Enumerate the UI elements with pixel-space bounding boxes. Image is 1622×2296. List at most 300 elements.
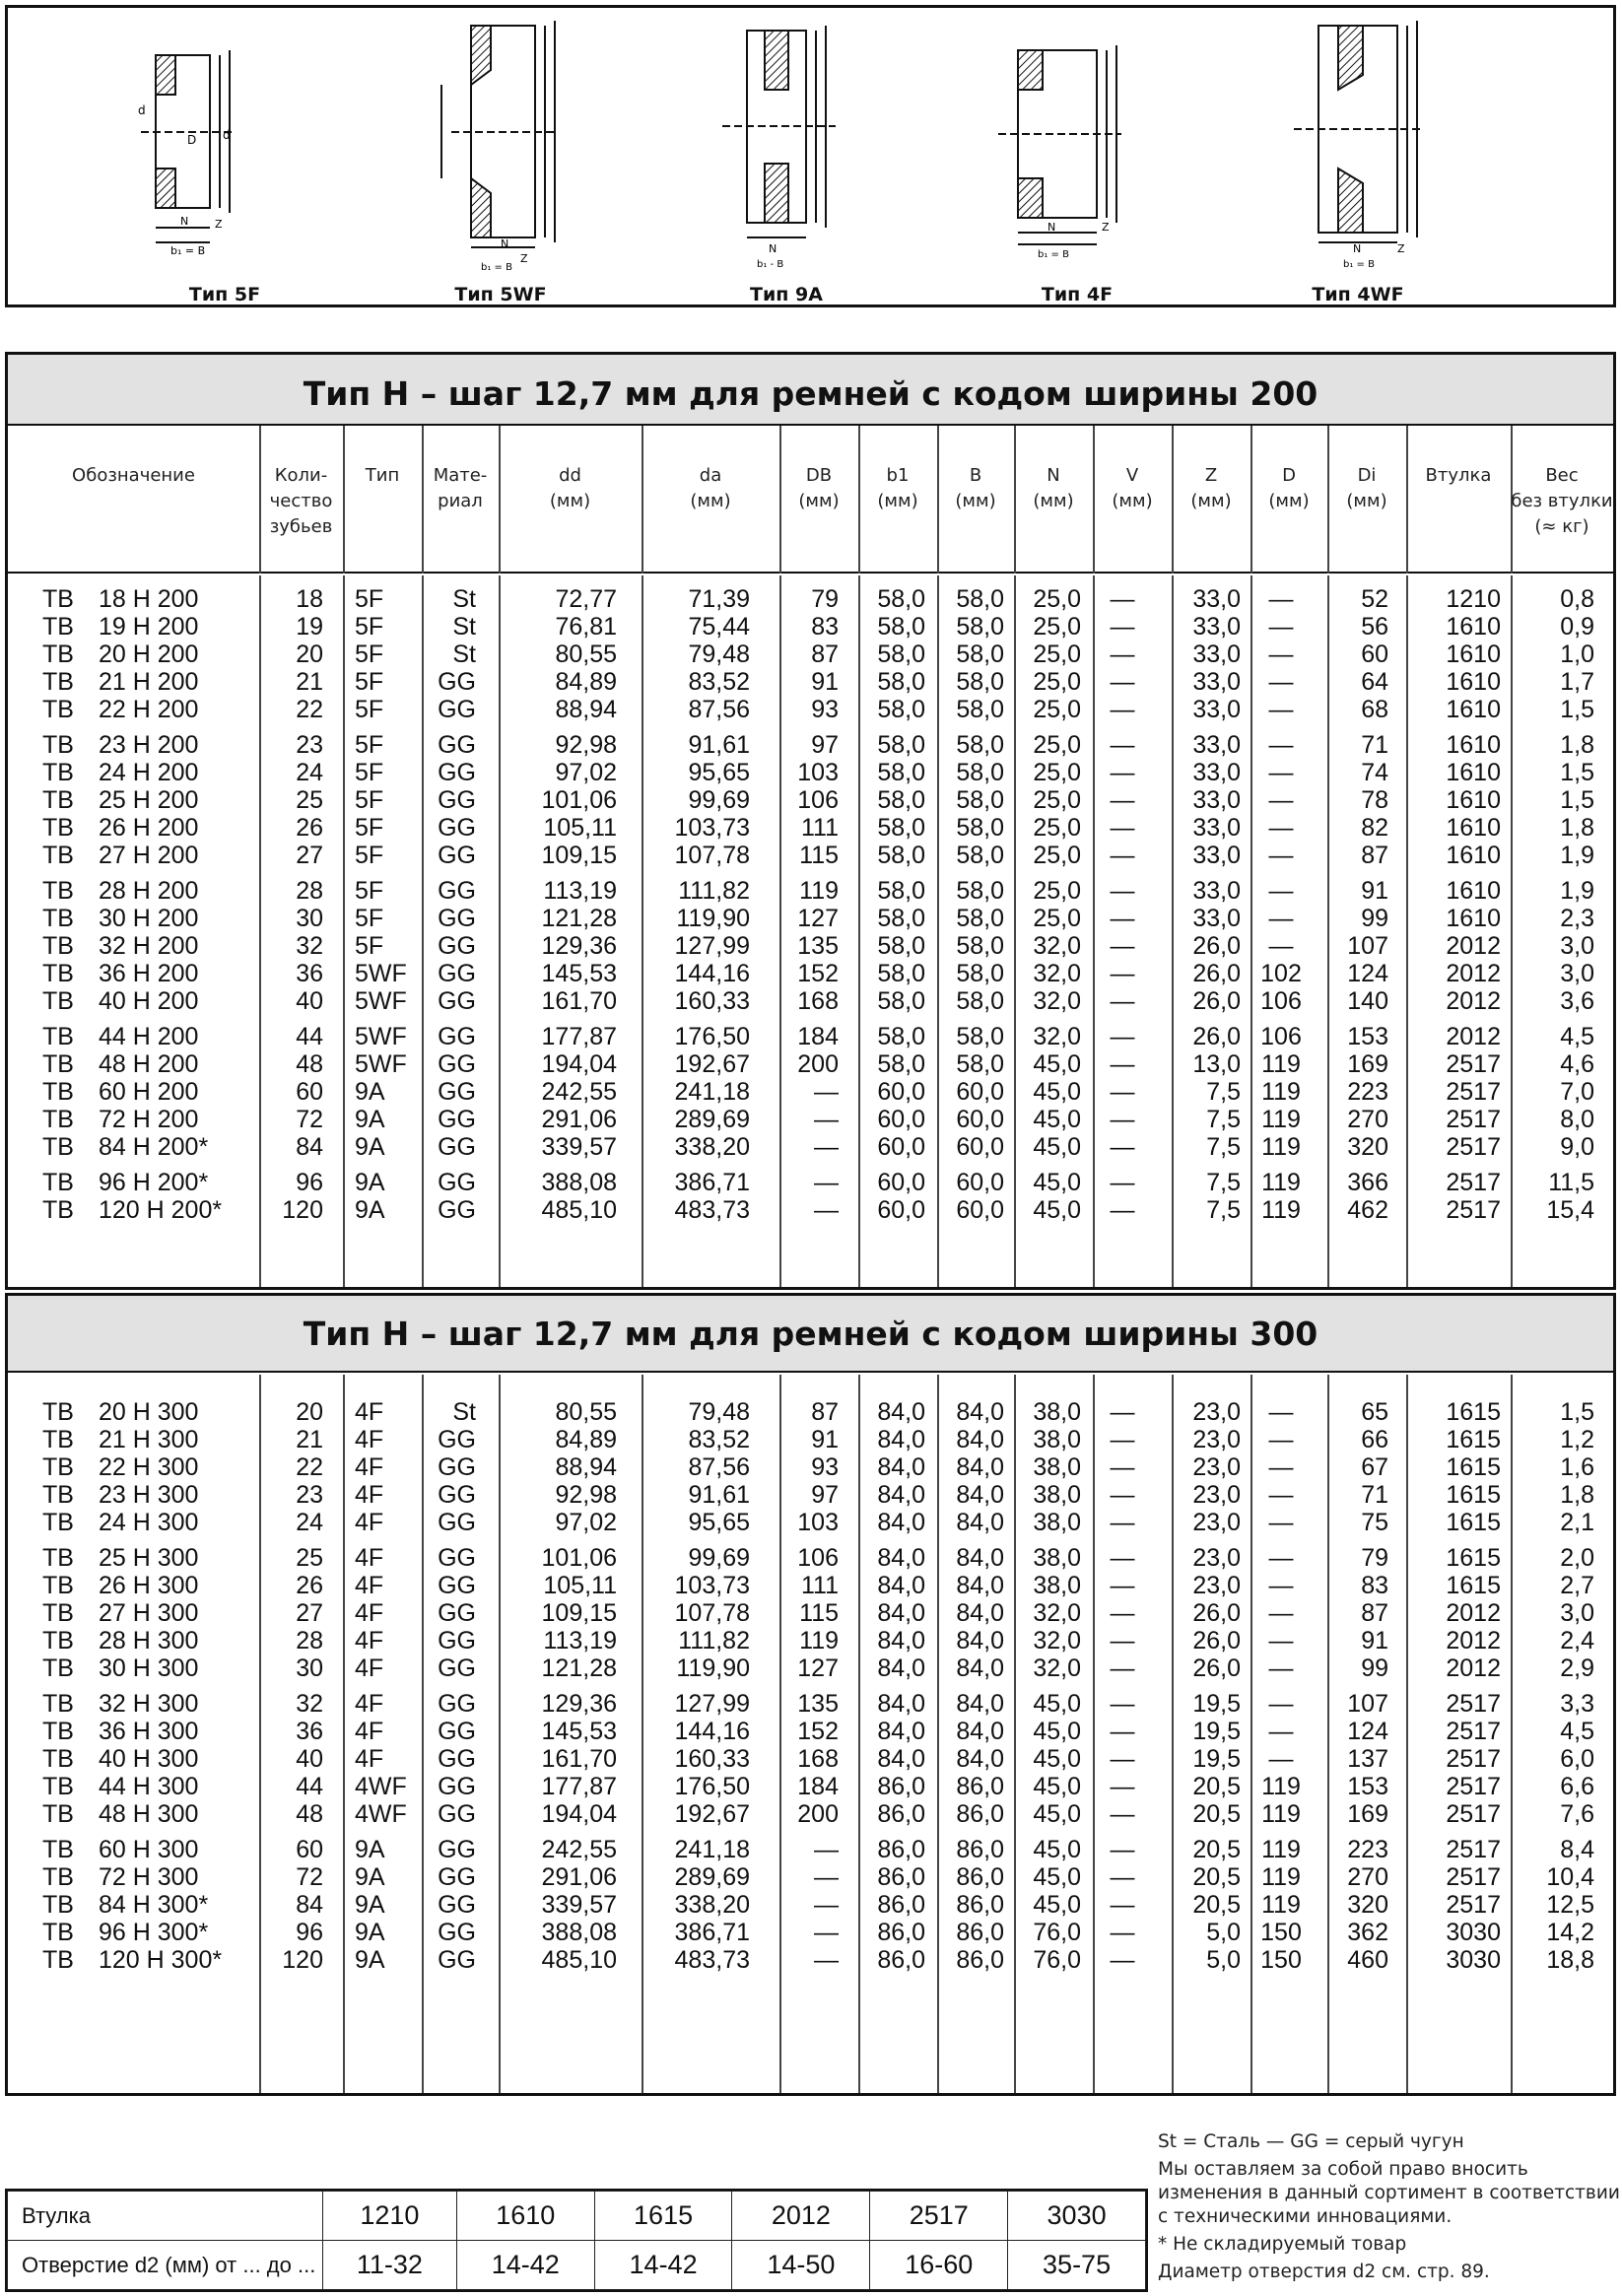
column-header bbox=[499, 463, 642, 514]
cell-type: 5F bbox=[355, 814, 384, 842]
cell-type: 9A bbox=[355, 1133, 385, 1161]
cell-di: 99 bbox=[1361, 905, 1388, 932]
cell-z: 33,0 bbox=[1192, 842, 1241, 869]
cell-b1: 84,0 bbox=[877, 1453, 925, 1481]
cell-bushing: 2012 bbox=[1446, 932, 1501, 960]
cell-z: 23,0 bbox=[1192, 1481, 1241, 1509]
cell-teeth: 48 bbox=[296, 1050, 323, 1078]
table-width-300 bbox=[5, 1293, 1616, 2096]
figure-caption: Тип 4F bbox=[1041, 284, 1114, 305]
cell-di: 460 bbox=[1347, 1946, 1388, 1974]
cell-d: 119 bbox=[1261, 1863, 1301, 1891]
cell-db: 115 bbox=[799, 842, 839, 869]
cell-d: — bbox=[1268, 585, 1294, 613]
table-row bbox=[8, 1106, 1613, 1133]
cell-z: 33,0 bbox=[1192, 786, 1241, 814]
cell-d: — bbox=[1268, 1627, 1294, 1654]
cell-di: 124 bbox=[1347, 1718, 1388, 1745]
cell-dd: 97,02 bbox=[555, 1509, 617, 1536]
cell-v: — bbox=[1110, 932, 1135, 960]
table-row bbox=[8, 1509, 1613, 1536]
cell-n: 76,0 bbox=[1033, 1946, 1081, 1974]
cell-di: 153 bbox=[1347, 1023, 1388, 1050]
pulley-4wf-drawing-icon bbox=[1259, 16, 1456, 272]
table-title: Тип H – шаг 12,7 мм для ремней с кодом ширины 300 bbox=[8, 1296, 1613, 1373]
cell-prefix: ТВ bbox=[42, 1745, 74, 1773]
cell-n: 25,0 bbox=[1033, 613, 1081, 641]
cell-d: — bbox=[1268, 1572, 1294, 1599]
cell-material: GG bbox=[438, 1106, 476, 1133]
cell-teeth: 60 bbox=[296, 1836, 323, 1863]
cell-material: GG bbox=[438, 1891, 476, 1919]
cell-bushing: 2517 bbox=[1446, 1050, 1501, 1078]
table-row bbox=[8, 641, 1613, 668]
cell-type: 5F bbox=[355, 759, 384, 786]
cell-n: 32,0 bbox=[1033, 960, 1081, 987]
cell-z: 13,0 bbox=[1192, 1050, 1241, 1078]
cell-di: 137 bbox=[1347, 1745, 1388, 1773]
cell-teeth: 30 bbox=[296, 905, 323, 932]
table-row bbox=[8, 1891, 1613, 1919]
cell-z: 23,0 bbox=[1192, 1453, 1241, 1481]
cell-z: 33,0 bbox=[1192, 905, 1241, 932]
cell-b: 58,0 bbox=[956, 814, 1004, 842]
cell-b: 86,0 bbox=[956, 1773, 1004, 1800]
pulley-drawings-panel bbox=[5, 5, 1616, 307]
cell-b1: 58,0 bbox=[877, 786, 925, 814]
cell-b: 84,0 bbox=[956, 1627, 1004, 1654]
column-divider bbox=[779, 575, 781, 1287]
cell-prefix: ТВ bbox=[42, 1133, 74, 1161]
cell-prefix: ТВ bbox=[42, 1426, 74, 1453]
cell-bushing: 2517 bbox=[1446, 1133, 1501, 1161]
cell-n: 45,0 bbox=[1033, 1891, 1081, 1919]
cell-db: 87 bbox=[811, 641, 839, 668]
cell-z: 26,0 bbox=[1192, 987, 1241, 1015]
cell-weight: 1,8 bbox=[1560, 814, 1594, 842]
cell-material: GG bbox=[438, 1654, 476, 1682]
cell-da: 241,18 bbox=[674, 1078, 750, 1106]
cell-weight: 9,0 bbox=[1560, 1133, 1594, 1161]
cell-teeth: 23 bbox=[296, 731, 323, 759]
cell-d: 119 bbox=[1261, 1106, 1301, 1133]
cell-b1: 84,0 bbox=[877, 1654, 925, 1682]
cell-da: 119,90 bbox=[676, 1654, 750, 1682]
svg-text:Z: Z bbox=[1102, 221, 1110, 234]
cell-z: 5,0 bbox=[1206, 1946, 1241, 1974]
cell-designation: 21 H 200 bbox=[99, 668, 199, 696]
cell-b: 86,0 bbox=[956, 1919, 1004, 1946]
cell-dd: 388,08 bbox=[541, 1169, 617, 1196]
cell-teeth: 32 bbox=[296, 932, 323, 960]
cell-d: 119 bbox=[1261, 1133, 1301, 1161]
cell-designation: 60 H 200 bbox=[99, 1078, 199, 1106]
table-row bbox=[8, 786, 1613, 814]
cell-n: 32,0 bbox=[1033, 1654, 1081, 1682]
cell-material: St bbox=[452, 585, 476, 613]
cell-d: 150 bbox=[1260, 1946, 1302, 1974]
cell-prefix: ТВ bbox=[42, 696, 74, 723]
cell-da: 71,39 bbox=[688, 585, 750, 613]
table-row bbox=[8, 1133, 1613, 1161]
cell-db: 135 bbox=[797, 1690, 839, 1718]
cell-prefix: ТВ bbox=[42, 1023, 74, 1050]
cell-teeth: 24 bbox=[296, 759, 323, 786]
cell-z: 5,0 bbox=[1206, 1919, 1241, 1946]
bore-range: 14-50 bbox=[732, 2241, 870, 2290]
cell-dd: 129,36 bbox=[541, 1690, 617, 1718]
cell-designation: 20 H 200 bbox=[99, 641, 199, 668]
cell-b: 84,0 bbox=[956, 1453, 1004, 1481]
cell-prefix: ТВ bbox=[42, 641, 74, 668]
cell-db: 119 bbox=[799, 877, 839, 905]
column-header bbox=[422, 463, 499, 514]
cell-bushing: 2012 bbox=[1446, 1654, 1501, 1682]
cell-db: 200 bbox=[797, 1050, 839, 1078]
cell-d: — bbox=[1268, 1453, 1294, 1481]
cell-d: — bbox=[1268, 1745, 1294, 1773]
table-row bbox=[8, 1627, 1613, 1654]
cell-v: — bbox=[1110, 1690, 1135, 1718]
cell-teeth: 26 bbox=[296, 814, 323, 842]
cell-z: 26,0 bbox=[1192, 960, 1241, 987]
cell-b1: 86,0 bbox=[877, 1773, 925, 1800]
column-header-line: dd bbox=[559, 465, 581, 486]
cell-bushing: 1610 bbox=[1446, 696, 1501, 723]
cell-n: 38,0 bbox=[1033, 1481, 1081, 1509]
cell-n: 25,0 bbox=[1033, 641, 1081, 668]
column-header-line: D bbox=[1282, 465, 1296, 486]
cell-designation: 120 H 300* bbox=[99, 1946, 223, 1974]
cell-z: 7,5 bbox=[1206, 1196, 1241, 1224]
cell-dd: 72,77 bbox=[555, 585, 617, 613]
cell-designation: 96 H 300* bbox=[99, 1919, 209, 1946]
cell-b: 86,0 bbox=[956, 1891, 1004, 1919]
cell-designation: 22 H 200 bbox=[99, 696, 199, 723]
cell-b1: 86,0 bbox=[877, 1836, 925, 1863]
cell-bushing: 2517 bbox=[1446, 1773, 1501, 1800]
svg-text:Z: Z bbox=[520, 252, 528, 265]
cell-z: 19,5 bbox=[1192, 1745, 1241, 1773]
cell-designation: 20 H 300 bbox=[99, 1398, 199, 1426]
cell-prefix: ТВ bbox=[42, 731, 74, 759]
cell-prefix: ТВ bbox=[42, 1800, 74, 1828]
column-divider bbox=[858, 575, 860, 1287]
cell-bushing: 2517 bbox=[1446, 1800, 1501, 1828]
cell-di: 223 bbox=[1347, 1078, 1388, 1106]
figure-type-9a bbox=[688, 16, 885, 305]
cell-material: GG bbox=[438, 696, 476, 723]
cell-prefix: ТВ bbox=[42, 786, 74, 814]
cell-v: — bbox=[1110, 1453, 1135, 1481]
cell-da: 91,61 bbox=[688, 1481, 750, 1509]
column-divider bbox=[259, 1375, 261, 2093]
cell-prefix: ТВ bbox=[42, 1654, 74, 1682]
cell-weight: 1,9 bbox=[1560, 877, 1594, 905]
cell-da: 176,50 bbox=[674, 1023, 750, 1050]
cell-b1: 58,0 bbox=[877, 585, 925, 613]
column-header-line: (мм) bbox=[798, 491, 840, 511]
cell-di: 60 bbox=[1361, 641, 1388, 668]
table-row bbox=[8, 905, 1613, 932]
column-header bbox=[1406, 463, 1511, 489]
cell-bushing: 2517 bbox=[1446, 1836, 1501, 1863]
cell-di: 270 bbox=[1347, 1106, 1388, 1133]
cell-weight: 1,8 bbox=[1560, 1481, 1594, 1509]
column-header-row bbox=[8, 426, 1613, 574]
cell-material: GG bbox=[438, 932, 476, 960]
bore-range: 11-32 bbox=[323, 2241, 457, 2290]
cell-z: 19,5 bbox=[1192, 1718, 1241, 1745]
cell-b1: 58,0 bbox=[877, 814, 925, 842]
cell-da: 111,82 bbox=[678, 877, 750, 905]
cell-db: — bbox=[814, 1078, 839, 1106]
cell-weight: 15,4 bbox=[1546, 1196, 1594, 1224]
cell-z: 26,0 bbox=[1192, 1627, 1241, 1654]
table-row bbox=[8, 814, 1613, 842]
cell-z: 33,0 bbox=[1192, 613, 1241, 641]
table-row bbox=[8, 1023, 1613, 1050]
cell-bushing: 2517 bbox=[1446, 1196, 1501, 1224]
cell-type: 5F bbox=[355, 613, 384, 641]
cell-bushing: 2012 bbox=[1446, 1599, 1501, 1627]
cell-designation: 25 H 200 bbox=[99, 786, 199, 814]
cell-weight: 4,5 bbox=[1560, 1718, 1594, 1745]
cell-n: 38,0 bbox=[1033, 1544, 1081, 1572]
cell-v: — bbox=[1110, 1133, 1135, 1161]
cell-weight: 11,5 bbox=[1548, 1169, 1594, 1196]
svg-text:N: N bbox=[1048, 221, 1056, 234]
cell-db: 87 bbox=[811, 1398, 839, 1426]
cell-v: — bbox=[1110, 960, 1135, 987]
cell-bushing: 1610 bbox=[1446, 786, 1501, 814]
column-header-line: без втулки bbox=[1511, 491, 1613, 511]
cell-di: 320 bbox=[1347, 1133, 1388, 1161]
column-divider bbox=[1327, 1375, 1329, 2093]
cell-weight: 4,6 bbox=[1560, 1050, 1594, 1078]
cell-type: 9A bbox=[355, 1946, 385, 1974]
column-divider bbox=[1093, 1375, 1095, 2093]
cell-di: 462 bbox=[1347, 1196, 1388, 1224]
cell-db: 97 bbox=[811, 731, 839, 759]
cell-type: 9A bbox=[355, 1919, 385, 1946]
cell-prefix: ТВ bbox=[42, 842, 74, 869]
cell-designation: 24 H 300 bbox=[99, 1509, 199, 1536]
cell-teeth: 23 bbox=[296, 1481, 323, 1509]
cell-dd: 76,81 bbox=[555, 613, 617, 641]
cell-di: 82 bbox=[1361, 814, 1388, 842]
cell-b1: 84,0 bbox=[877, 1572, 925, 1599]
cell-da: 75,44 bbox=[688, 613, 750, 641]
cell-bushing: 2517 bbox=[1446, 1863, 1501, 1891]
cell-type: 4F bbox=[355, 1544, 384, 1572]
cell-z: 33,0 bbox=[1192, 877, 1241, 905]
cell-b1: 58,0 bbox=[877, 987, 925, 1015]
cell-v: — bbox=[1110, 1426, 1135, 1453]
cell-dd: 101,06 bbox=[541, 1544, 617, 1572]
cell-di: 99 bbox=[1361, 1654, 1388, 1682]
cell-dd: 194,04 bbox=[541, 1800, 617, 1828]
cell-prefix: ТВ bbox=[42, 1572, 74, 1599]
svg-text:N: N bbox=[501, 237, 509, 250]
cell-di: 223 bbox=[1347, 1836, 1388, 1863]
cell-b: 84,0 bbox=[956, 1599, 1004, 1627]
svg-text:b₁ = B: b₁ = B bbox=[481, 262, 512, 272]
cell-v: — bbox=[1110, 585, 1135, 613]
cell-material: GG bbox=[438, 1599, 476, 1627]
cell-material: GG bbox=[438, 1050, 476, 1078]
cell-z: 23,0 bbox=[1192, 1509, 1241, 1536]
cell-teeth: 19 bbox=[296, 613, 323, 641]
cell-v: — bbox=[1110, 1718, 1135, 1745]
column-header bbox=[1327, 463, 1406, 514]
cell-db: 91 bbox=[811, 1426, 839, 1453]
cell-v: — bbox=[1110, 1509, 1135, 1536]
cell-bushing: 2517 bbox=[1446, 1078, 1501, 1106]
cell-weight: 1,9 bbox=[1560, 842, 1594, 869]
cell-designation: 48 H 300 bbox=[99, 1800, 199, 1828]
cell-material: GG bbox=[438, 960, 476, 987]
cell-d: — bbox=[1268, 696, 1294, 723]
cell-material: GG bbox=[438, 668, 476, 696]
cell-z: 7,5 bbox=[1206, 1078, 1241, 1106]
cell-b: 86,0 bbox=[956, 1800, 1004, 1828]
table-row bbox=[8, 1863, 1613, 1891]
bushing-bore-table bbox=[5, 2189, 1148, 2292]
cell-dd: 121,28 bbox=[541, 905, 617, 932]
cell-weight: 1,5 bbox=[1560, 786, 1594, 814]
cell-material: GG bbox=[438, 987, 476, 1015]
cell-designation: 36 H 200 bbox=[99, 960, 199, 987]
cell-di: 87 bbox=[1361, 842, 1388, 869]
cell-da: 192,67 bbox=[674, 1800, 750, 1828]
cell-d: — bbox=[1268, 814, 1294, 842]
cell-prefix: ТВ bbox=[42, 1078, 74, 1106]
cell-material: GG bbox=[438, 1572, 476, 1599]
table-row bbox=[8, 987, 1613, 1015]
column-divider bbox=[1093, 575, 1095, 1287]
cell-weight: 1,0 bbox=[1560, 641, 1594, 668]
cell-db: 152 bbox=[797, 1718, 839, 1745]
table-row bbox=[8, 1654, 1613, 1682]
cell-weight: 3,0 bbox=[1560, 960, 1594, 987]
cell-teeth: 22 bbox=[296, 1453, 323, 1481]
column-header-line: (мм) bbox=[1033, 491, 1074, 511]
cell-d: — bbox=[1268, 877, 1294, 905]
cell-material: GG bbox=[438, 814, 476, 842]
cell-dd: 113,19 bbox=[543, 877, 617, 905]
table-row bbox=[8, 960, 1613, 987]
not-stocked-note: * Не складируемый товар bbox=[1158, 2234, 1407, 2255]
cell-prefix: ТВ bbox=[42, 1863, 74, 1891]
cell-type: 5WF bbox=[355, 1050, 407, 1078]
column-header bbox=[259, 463, 343, 540]
column-header-line: (мм) bbox=[549, 491, 591, 511]
cell-z: 33,0 bbox=[1192, 696, 1241, 723]
cell-v: — bbox=[1110, 1196, 1135, 1224]
cell-n: 32,0 bbox=[1033, 1023, 1081, 1050]
cell-designation: 32 H 200 bbox=[99, 932, 199, 960]
cell-weight: 2,1 bbox=[1560, 1509, 1594, 1536]
column-header-line: чество bbox=[269, 491, 333, 511]
column-header-line: Вес bbox=[1545, 465, 1579, 486]
cell-prefix: ТВ bbox=[42, 1481, 74, 1509]
cell-weight: 6,6 bbox=[1560, 1773, 1594, 1800]
cell-d: — bbox=[1268, 1599, 1294, 1627]
column-header-line: (≈ кг) bbox=[1534, 516, 1589, 537]
cell-di: 66 bbox=[1361, 1426, 1388, 1453]
cell-teeth: 27 bbox=[296, 1599, 323, 1627]
cell-dd: 388,08 bbox=[541, 1919, 617, 1946]
cell-b1: 58,0 bbox=[877, 696, 925, 723]
column-header bbox=[642, 463, 779, 514]
cell-di: 65 bbox=[1361, 1398, 1388, 1426]
cell-d: — bbox=[1268, 731, 1294, 759]
cell-da: 144,16 bbox=[674, 1718, 750, 1745]
cell-dd: 242,55 bbox=[541, 1078, 617, 1106]
cell-n: 25,0 bbox=[1033, 585, 1081, 613]
cell-teeth: 96 bbox=[296, 1169, 323, 1196]
cell-teeth: 20 bbox=[296, 1398, 323, 1426]
cell-n: 25,0 bbox=[1033, 696, 1081, 723]
column-header-line: (мм) bbox=[1190, 491, 1232, 511]
cell-db: — bbox=[814, 1169, 839, 1196]
column-header-line: зубьев bbox=[269, 516, 333, 537]
column-header-line: риал bbox=[438, 491, 483, 511]
cell-bushing: 2517 bbox=[1446, 1891, 1501, 1919]
cell-b: 84,0 bbox=[956, 1572, 1004, 1599]
cell-b1: 84,0 bbox=[877, 1745, 925, 1773]
column-divider bbox=[499, 575, 501, 1287]
cell-db: 106 bbox=[797, 1544, 839, 1572]
cell-weight: 0,9 bbox=[1560, 613, 1594, 641]
cell-n: 32,0 bbox=[1033, 1599, 1081, 1627]
cell-designation: 22 H 300 bbox=[99, 1453, 199, 1481]
cell-dd: 485,10 bbox=[541, 1196, 617, 1224]
cell-n: 25,0 bbox=[1033, 668, 1081, 696]
cell-v: — bbox=[1110, 641, 1135, 668]
cell-b1: 84,0 bbox=[877, 1398, 925, 1426]
cell-material: GG bbox=[438, 1627, 476, 1654]
cell-z: 20,5 bbox=[1192, 1773, 1241, 1800]
bore-range: 35-75 bbox=[1008, 2241, 1146, 2290]
cell-type: 5F bbox=[355, 905, 384, 932]
cell-b: 58,0 bbox=[956, 842, 1004, 869]
cell-v: — bbox=[1110, 905, 1135, 932]
cell-b: 60,0 bbox=[956, 1078, 1004, 1106]
cell-b: 58,0 bbox=[956, 1023, 1004, 1050]
cell-b1: 84,0 bbox=[877, 1426, 925, 1453]
cell-b1: 58,0 bbox=[877, 668, 925, 696]
bore-row bbox=[8, 2241, 1146, 2290]
cell-db: 93 bbox=[811, 1453, 839, 1481]
cell-teeth: 40 bbox=[296, 1745, 323, 1773]
cell-prefix: ТВ bbox=[42, 1106, 74, 1133]
column-divider bbox=[1406, 426, 1408, 574]
table-row bbox=[8, 1078, 1613, 1106]
cell-di: 270 bbox=[1347, 1863, 1388, 1891]
bushing-row bbox=[8, 2192, 1146, 2241]
cell-v: — bbox=[1110, 1946, 1135, 1974]
cell-bushing: 1610 bbox=[1446, 759, 1501, 786]
cell-da: 95,65 bbox=[688, 1509, 750, 1536]
cell-dd: 291,06 bbox=[541, 1106, 617, 1133]
column-divider bbox=[1406, 575, 1408, 1287]
cell-bushing: 3030 bbox=[1446, 1919, 1501, 1946]
cell-type: 4F bbox=[355, 1426, 384, 1453]
cell-bushing: 2012 bbox=[1446, 987, 1501, 1015]
svg-text:b₁ = B: b₁ = B bbox=[1343, 259, 1375, 270]
